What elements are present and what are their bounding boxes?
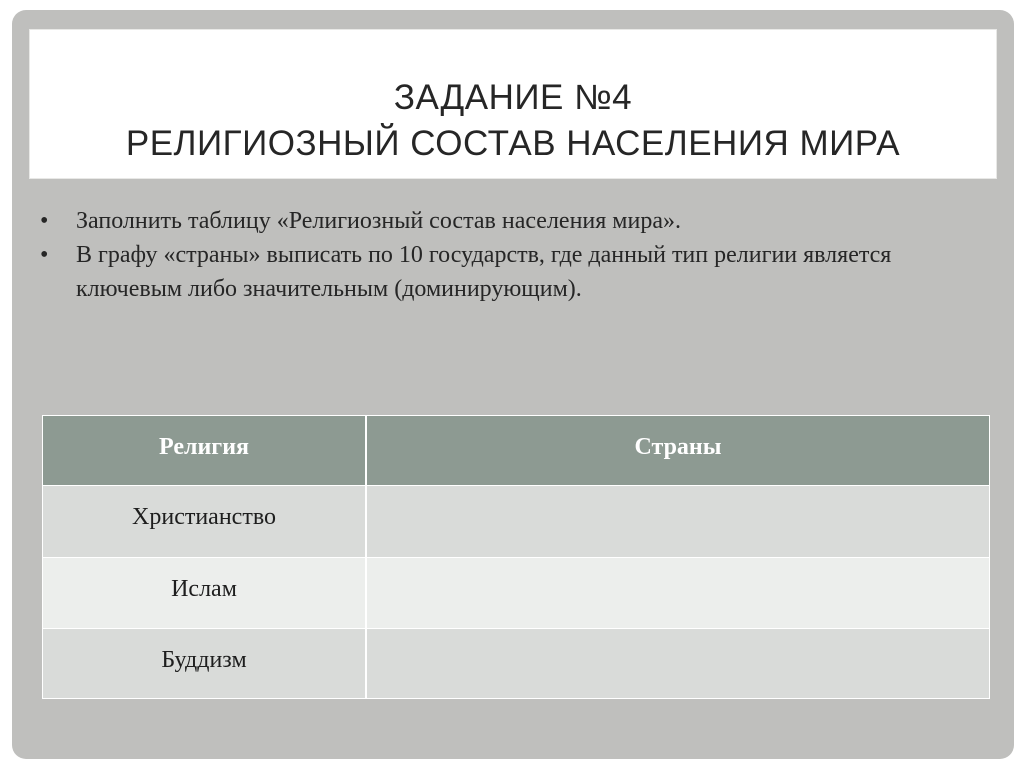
table-header-row bbox=[43, 416, 989, 486]
title-box bbox=[30, 30, 996, 178]
religion-name: Ислам bbox=[171, 576, 237, 602]
bullet-item bbox=[40, 204, 970, 238]
table-row bbox=[43, 486, 989, 558]
header-cell-religion bbox=[43, 416, 367, 485]
countries-cell bbox=[367, 486, 989, 557]
slide-title-line-1: ЗАДАНИЕ №4 bbox=[393, 78, 633, 117]
header-label-religion: Религия bbox=[159, 434, 249, 460]
religion-cell bbox=[43, 629, 367, 698]
religion-cell bbox=[43, 558, 367, 628]
bullet-icon: • bbox=[40, 208, 49, 234]
religion-table bbox=[42, 415, 990, 699]
bullet-icon: • bbox=[40, 242, 49, 268]
bullet-list bbox=[40, 204, 970, 306]
countries-cell bbox=[367, 558, 989, 628]
header-cell-countries bbox=[367, 416, 989, 485]
bullet-item bbox=[40, 238, 970, 306]
header-label-countries: Страны bbox=[634, 434, 722, 460]
slide bbox=[12, 10, 1014, 759]
religion-name: Христианство bbox=[132, 504, 276, 530]
bullet-text: В графу «страны» выписать по 10 государств, где данный тип религии является ключевым либо значительным (доминирующим). bbox=[76, 242, 892, 302]
countries-value bbox=[367, 558, 989, 576]
religion-name: Буддизм bbox=[161, 647, 247, 673]
slide-title-line-2: РЕЛИГИОЗНЫЙ СОСТАВ НАСЕЛЕНИЯ МИРА bbox=[125, 124, 901, 163]
religion-cell bbox=[43, 486, 367, 557]
countries-value bbox=[367, 629, 989, 647]
table-row bbox=[43, 629, 989, 698]
countries-cell bbox=[367, 629, 989, 698]
countries-value bbox=[367, 486, 989, 504]
table-row bbox=[43, 558, 989, 629]
bullet-text: Заполнить таблицу «Религиозный состав населения мира». bbox=[76, 208, 681, 234]
